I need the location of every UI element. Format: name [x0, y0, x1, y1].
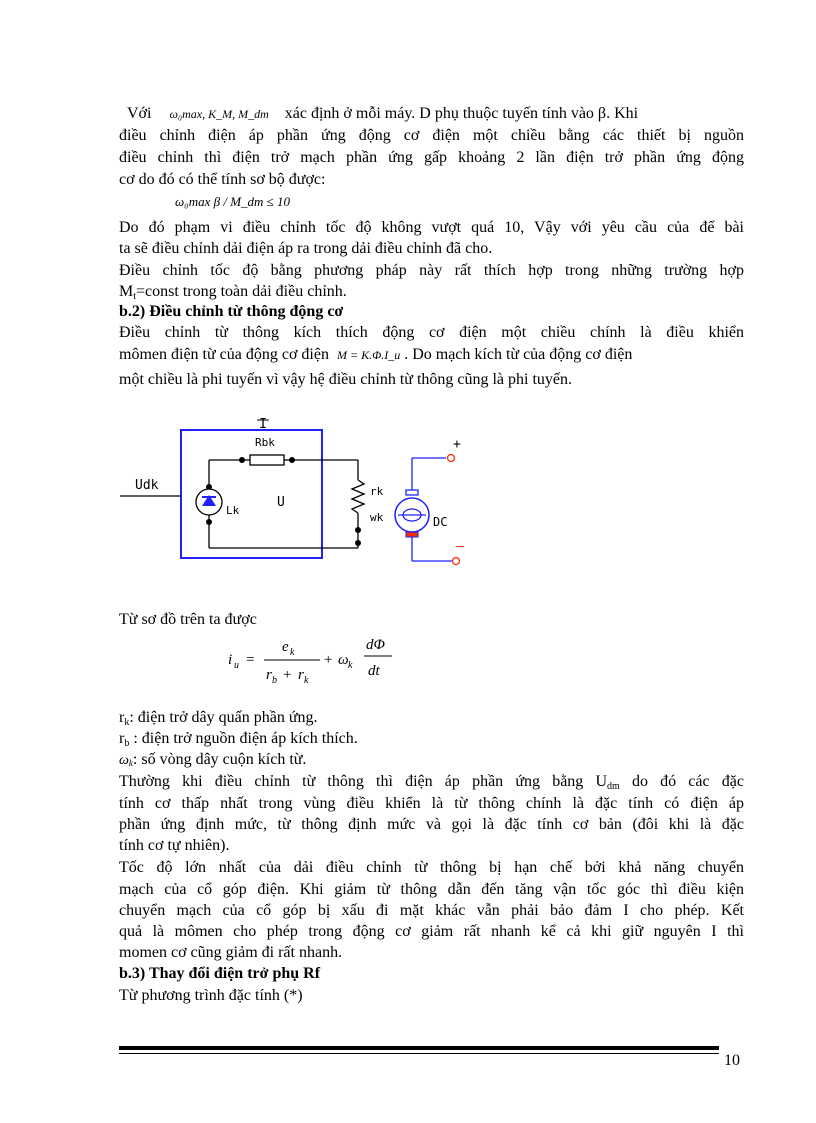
p4-line1: Điều chỉnh từ thông kích thích động cơ điện một chiều chính là điều khiển: [119, 324, 744, 341]
p4-line2: mômen điện từ của động cơ điện M = K.Φ.I_u . Do mạch kích từ của động cơ điện: [119, 346, 633, 363]
p3-line1: Điều chỉnh tốc độ bằng phương pháp này rất thích hợp trong những trường hợp: [119, 262, 744, 279]
current-formula: [220, 630, 420, 690]
svg-text:e: e: [282, 639, 289, 655]
svg-text:ω: ω: [338, 652, 349, 668]
svg-text:b: b: [272, 675, 277, 686]
p1-line2: điều chỉnh điện áp phần ứng động cơ điện một chiều bằng các thiết bị nguồn: [119, 127, 744, 144]
svg-text:+: +: [324, 652, 333, 668]
svg-text:dt: dt: [368, 663, 380, 679]
p6-line5: momen cơ cũng giảm đi rất nhanh.: [119, 944, 343, 961]
winding-rk: [352, 480, 364, 513]
p1-math: ω₀max, K_M, M_dm: [169, 107, 269, 121]
resistor-Rbk: [250, 455, 284, 465]
footer-rule: [119, 1046, 719, 1050]
label-Rbk: Rbk: [255, 436, 275, 449]
p7-line1: Từ phương trình đặc tính (*): [119, 987, 303, 1004]
svg-text:k: k: [348, 660, 353, 671]
p2-line1: Do đó phạm vi điều chỉnh tốc độ không vượt quá 10, Vậy với yêu cầu của để bài: [119, 219, 744, 236]
p4-line3: một chiều là phi tuyến vì vậy hệ điều chỉnh từ thông cũng là phi tuyến.: [119, 371, 573, 388]
circuit-diagram: [120, 418, 480, 573]
label-minus: –: [456, 539, 464, 554]
svg-text:u: u: [234, 660, 239, 671]
p5-line1: Thường khi điều chỉnh từ thông thì điện áp phần ứng bằng $U_{dm}$ do đó các đặc: [119, 773, 744, 792]
label-Udk: Udk: [135, 478, 159, 493]
svg-text:k: k: [290, 647, 295, 658]
p3-line2: $M_t=const$ trong toàn dải điều chỉnh.: [119, 283, 347, 302]
p1-line4: cơ do đó có thể tính sơ bộ được:: [119, 171, 326, 188]
p1-inequality: ω₀max β / M_dm ≤ 10: [175, 194, 291, 209]
p5-line2: tính cơ thấp nhất trong vùng điều khiển là từ thông chính là đặc tính có điện áp: [119, 795, 744, 812]
def-rk: $r_k$: điện trở dây quấn phần ứng.: [119, 709, 318, 728]
p5-line4: tính cơ tự nhiên).: [119, 837, 230, 854]
footer-rule-thin: [119, 1053, 719, 1054]
p1-line3: điều chỉnh thì điện trở mạch phần ứng gấp khoảng 2 lần điện trở phần ứng động: [119, 149, 744, 166]
p2-line2: ta sẽ điều chỉnh dải điện áp ra trong dải điều chỉnh đã cho.: [119, 240, 493, 257]
svg-text:i: i: [228, 652, 233, 668]
svg-text:r: r: [298, 667, 304, 683]
label-rk: rk: [370, 485, 384, 498]
svg-text:r: r: [266, 667, 272, 683]
p6-line1: Tốc độ lớn nhất của dải điều chỉnh từ thông bị hạn chế bởi khả năng chuyển: [119, 859, 744, 876]
p5-line3: phần ứng định mức, từ thông định mức và gọi là đặc tính cơ bản (đôi khi là đặc: [119, 816, 744, 833]
svg-text:=: =: [246, 652, 255, 668]
def-wk: ωk: số vòng dây cuộn kích từ.: [119, 751, 307, 768]
label-I: I: [259, 418, 267, 432]
svg-text:+: +: [283, 667, 292, 683]
p6-line3: chuyển mạch của cổ góp bị xấu đi mặt khác vẫn phải bảo đảm I cho phép. Kết: [119, 902, 744, 919]
from-diagram-text: Từ sơ đồ trên ta được: [119, 611, 257, 628]
terminal-minus: [453, 558, 460, 565]
terminal-plus: [448, 455, 455, 462]
p6-line4: quả là mômen cho phép trong động cơ giảm rất nhanh kể cả khi giữ nguyên I thì: [119, 923, 744, 940]
p6-line2: mạch của cổ góp điện. Khi giảm từ thông dẫn đến tăng vận tốc góc thì điều kiện: [119, 881, 744, 898]
def-rb: $r_b$ : điện trở nguồn điện áp kích thích.: [119, 730, 358, 749]
heading-b2: b.2) Điều chỉnh từ thông động cơ: [119, 303, 344, 320]
heading-b3: b.3) Thay đổi điện trở phụ Rf: [119, 965, 321, 982]
p1-line1: Với ω₀max, K_M, M_dm xác định ở mỗi máy. D phụ thuộc tuyến tính vào β. Khi: [127, 105, 639, 122]
page-number: 10: [724, 1052, 740, 1069]
svg-text:k: k: [304, 675, 309, 686]
p4-math: M = K.Φ.I_u: [336, 348, 401, 362]
label-Lk: Lk: [226, 504, 240, 517]
label-DC: DC: [433, 515, 448, 529]
label-plus: +: [453, 437, 461, 452]
label-U: U: [277, 495, 285, 510]
svg-text:dΦ: dΦ: [366, 637, 385, 653]
label-wk: wk: [370, 511, 384, 524]
